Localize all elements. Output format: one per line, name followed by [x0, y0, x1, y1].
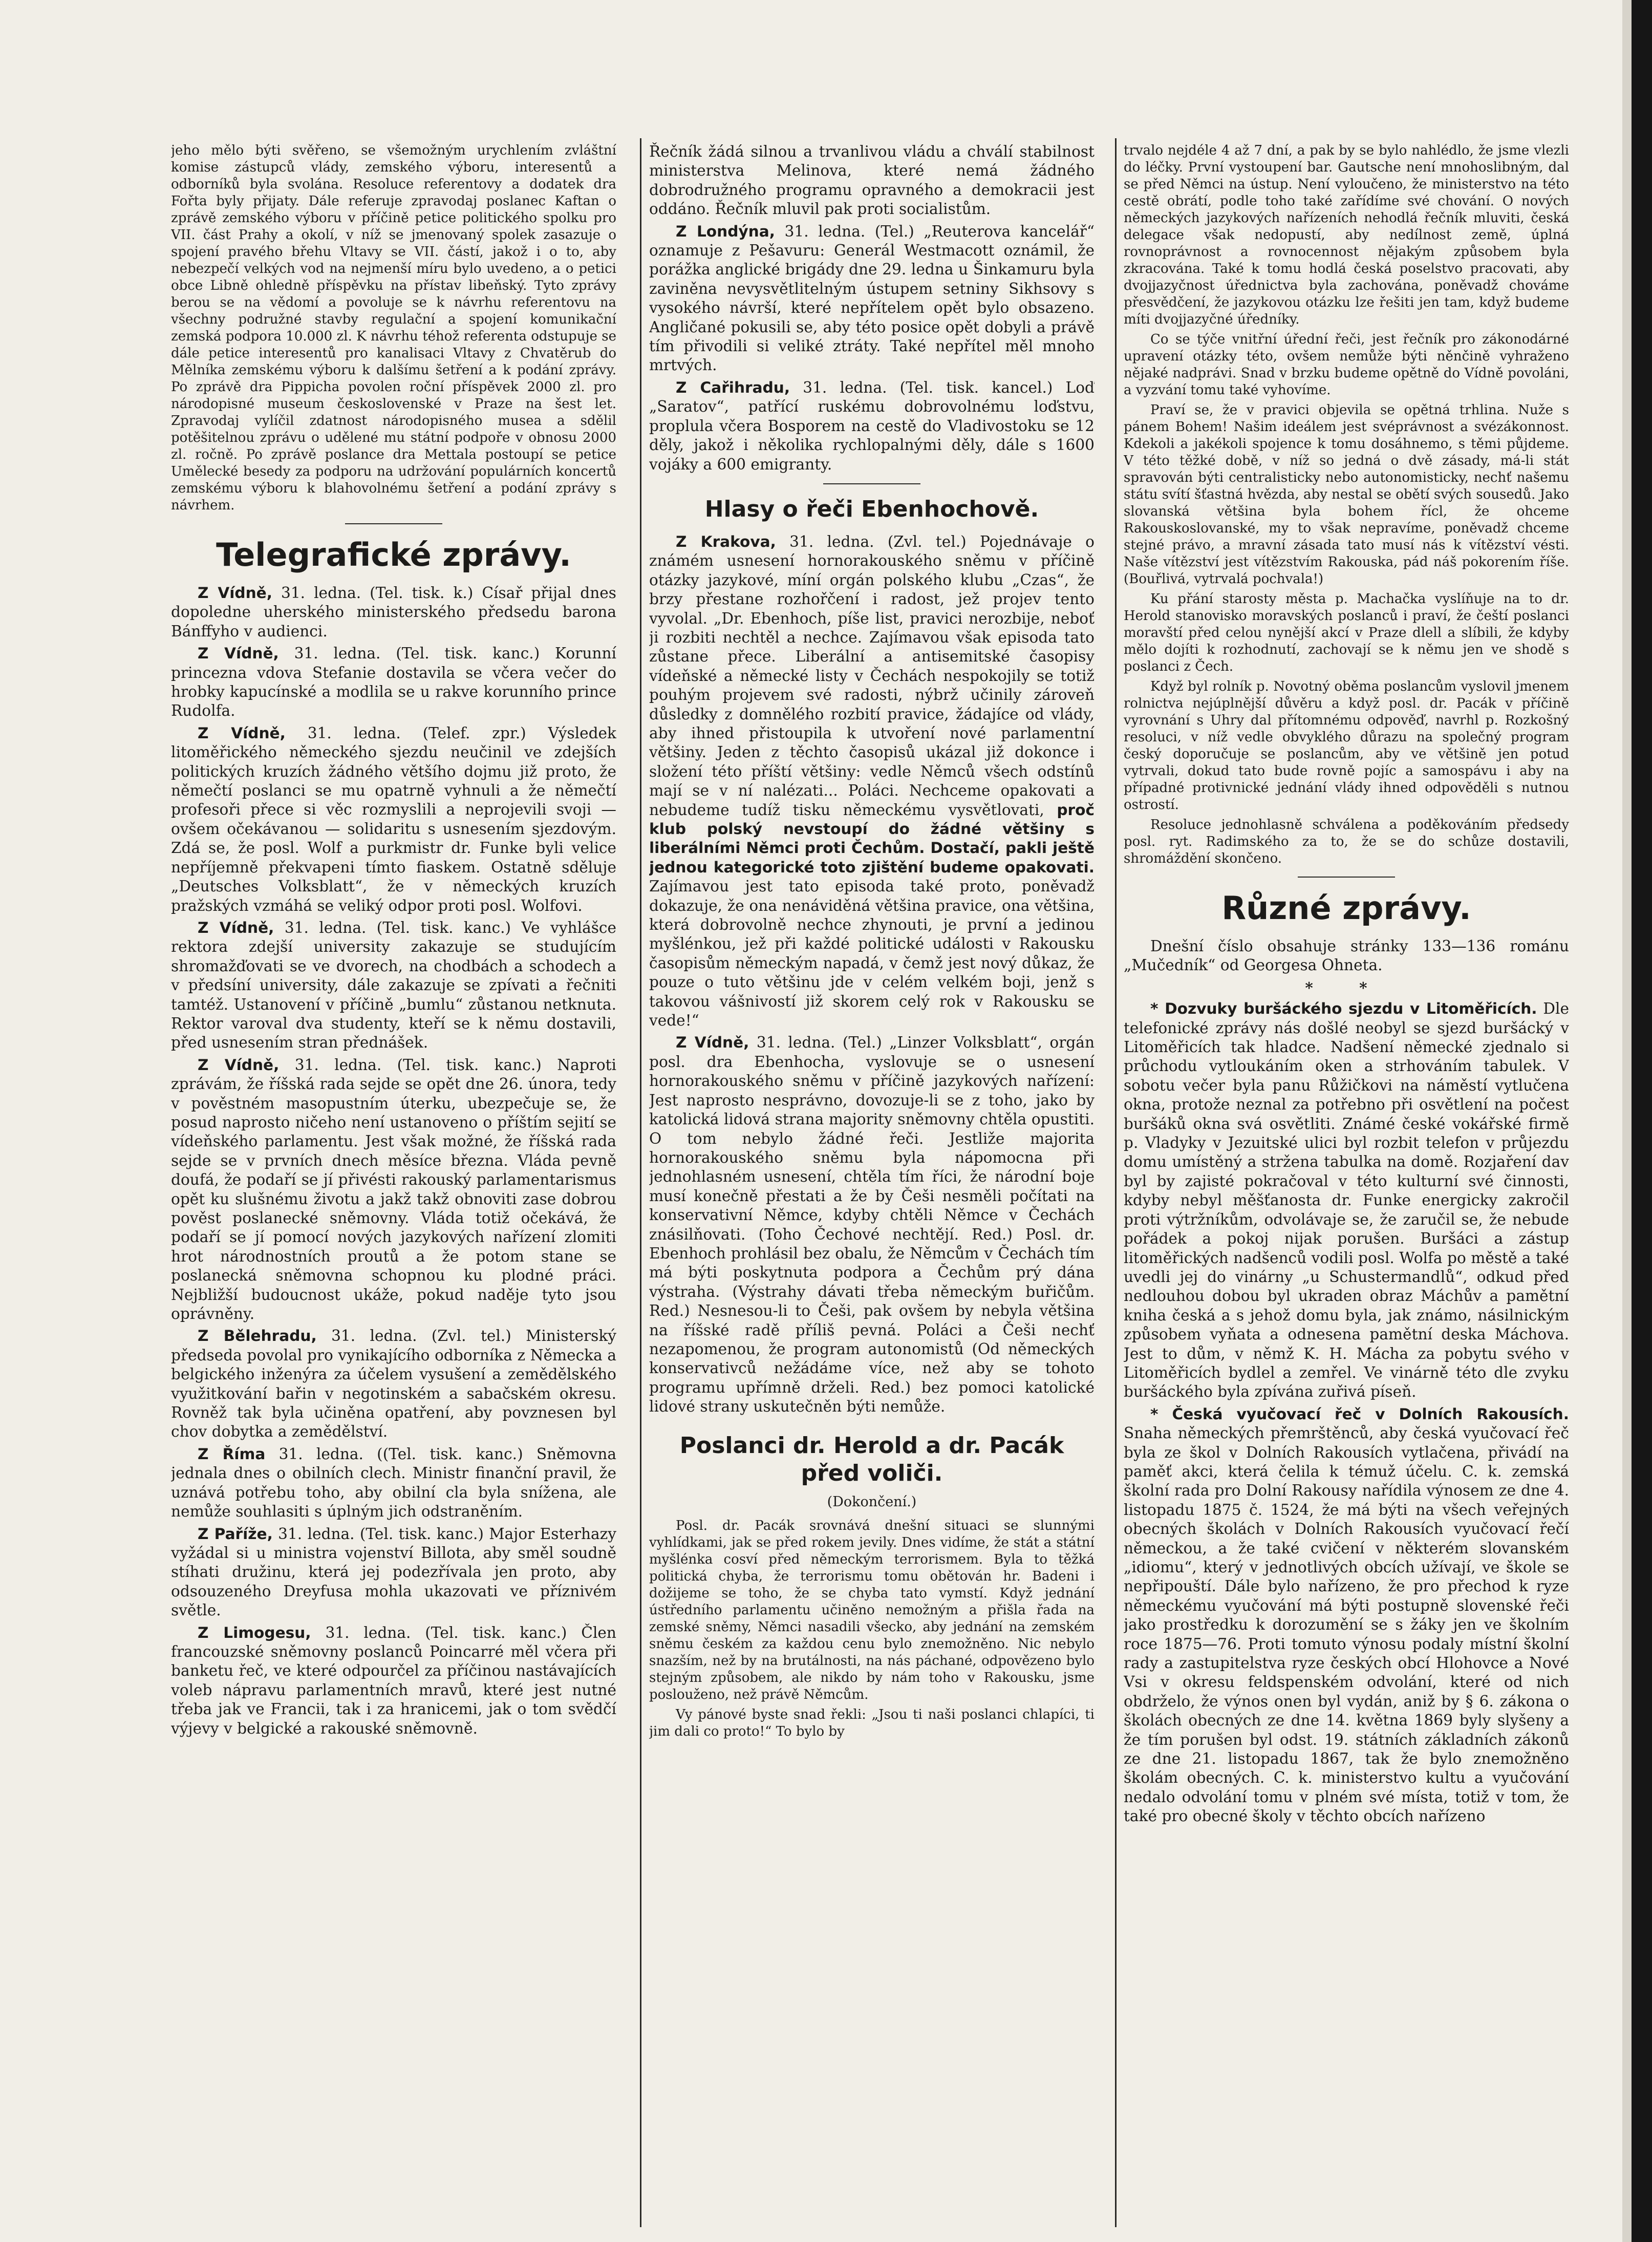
- dateline: Z Vídně,: [198, 724, 286, 742]
- column-left: [171, 142, 616, 2226]
- dateline: Z Říma: [198, 1445, 266, 1463]
- krakow-item: [649, 532, 1095, 1031]
- item-text: 31. ledna. (Telef. zpr.) Výsledek litoměřického německého sjezdu neučinil ve zdejších politických kruzích žádného většího dojmu již proto, že němečtí poslanci se mu opatrně vyhnuli a že němečtí profesoři přece si věc rozmyslili a neprojevili svoji — ovšem očekávanou — solidaritu s usnesením sjezdovým. Zdá se, že posl. Wolf a purkmistr dr. Funke byli velice nepříjemně překvapeni tímto fiaskem. Ostatně sděluje „Deutsches Volksblatt“, že v německých kruzích pražských vzmáhá se veliký odpor proti posl. Wolfovi.: [171, 724, 616, 914]
- telegraph-item: [171, 1525, 616, 1620]
- stars-divider: * *: [1305, 978, 1388, 997]
- dateline: Z Vídně,: [198, 919, 274, 936]
- news-heading: * Dozvuky buršáckého sjezdu v Litoměřicích.: [1150, 1000, 1537, 1018]
- item-text: 31. ledna. (Tel. tisk. kanc.) Korunní princezna vdova Stefanie dostavila se včera večer do hrobky kapucínské a modlila se u rakve korunního prince Rudolfa.: [171, 645, 616, 720]
- item-text: 31. ledna. (Tel. tisk. kanc.) Naproti zprávám, že říšská rada sejde se opět dne 26. února, tedy v pověstném masopustním úterku, ubezpečuje se, že posud naprosto ničeho není ustanoveno o příštím sejití se vídeňského parlamentu. Jest však možné, že říšská rada sejde se v prvních dnech měsíce března. Vláda pevně doufá, že podaří se jí přivésti rakouský parlamentarismus opět ku slušnému životu a jakž takž obnoviti zase dobrou pověst poslanecké sněmovny. Vláda totiž očekává, že podaří se jí pomocí nových jazykových nařízení zlomiti hrot národnostních proutů a že potom stane se poslanecká sněmovna schopnou ku plodné práci. Nejbližší budoucnost ukáže, pokud naděje tyto jsou oprávněny.: [171, 1056, 616, 1323]
- telegraph-item: [171, 1445, 616, 1522]
- section-title-telegraph: Telegrafické zprávy.: [216, 536, 571, 573]
- item-text: Zajímavou jest tato episoda také proto, poněvadž dokazuje, že ona nenáviděná většina pravice, ona většina, která dobrovolně nechce zhynouti, je první a jedinou myšlénkou, jež při každé politické události v Rakousku časopisům německým napadá, v čemž jest nový důkaz, že pouze o tuto většinu jde v celém velkém boji, jenž s takovou vášnivostí již skorem celý rok v Rakousku se vede!“: [649, 878, 1095, 1030]
- dateline: Z Cařihradu,: [676, 378, 790, 396]
- pacak-paragraph: Posl. dr. Pacák srovnává dnešní situaci se slunnými vyhlídkami, jak se před rokem jevily. Dnes vidíme, že stát a státní myšlénka cosví před německým terrorismem. Byla to těžká politická chyba, že terrorismu tomu obětován hr. Badeni i dožijeme se toho, že se chyba tato vymstí. Když jednání ústředního parlamentu učiněno nemožným a přišla řada na zemské sněmy, Němci nasadili všecko, aby jednání na zemském sněmu českém za každou cenu bylo znemožněno. Nic nebylo snazším, než by na brutálnosti, na nás páchané, odpovězeno bylo stejným způsobem, ale nikdo by nám toho v Rakousku, jsme poslouženo, než právě Němcům.: [649, 1518, 1095, 1702]
- paragraph: Když byl rolník p. Novotný oběma poslancům vyslovil jmenem rolnictva nejúplnější důvěru a když posl. dr. Pacák v příčině vyrovnání s Uhry dal přítomnému odpověď, navrhl p. Rozkošný resoluci, v níž vedle obvyklého důrazu na společný program český doporučuje se poslancům, aby ve většině jen potud vytrvali, dokud tato bude rovně pojíc a samospávu i aby na případné protivnické jednání vlády ihned odpověděli s nutnou ostrostí.: [1124, 679, 1569, 813]
- telegraph-item: [171, 584, 616, 641]
- item-text: 31. ledna. (Tel.) „Reuterova kancelář“ oznamuje z Pešavuru: Generál Westmacott oznámil, že porážka anglické brigády dne 29. ledna u Šinkamuru byla zaviněna nevysvětlitelným ústupem setniny Sikhsovy s vysokého návrší, které nepřítelem opět bylo obsazeno. Angličané pokusili se, aby této posice opět dobyli a právě tím přivodili si veliké ztráty. Také nepřítel měl mnoho mrtvých.: [649, 222, 1095, 374]
- dateline: Z Bělehradu,: [198, 1327, 317, 1345]
- section-subtitle: (Dokončení.): [827, 1493, 917, 1510]
- telegraph-item: [171, 1624, 616, 1738]
- bold-emphasis: proč klub polský nevstoupí do žádné většiny s liberálními Němci proti Čechům. Dostačí, pakli ještě jednou kategorické toto zjištění budeme opakovati.: [649, 801, 1095, 876]
- dateline: Z Vídně,: [198, 645, 279, 663]
- pacak-paragraph: Vy pánové byste snad řekli: „Jsou ti naši poslanci chlapíci, ti jim dali co proto!“ To bylo by: [649, 1707, 1095, 1739]
- dateline: Z Krakova,: [676, 532, 776, 550]
- item-text: 31. ledna. (Zvl. tel.) Pojednávaje o známém usnesení hornorakouského sněmu v příčině otázky jazykové, míní orgán polského klubu „Czas“, že brzy přestane rozhořčení i radost, jež projev tento vyvolal. „Dr. Ebenhoch, píše list, pravici nerozbije, neboť ji rozbiti nechtěl a nechce. Zajímavou však episoda tato zůstane přece. Liberální a antisemitské časopisy vídeňské a německé listy v Čechách nespokojily se totiž pouhým projevem své radosti, nýbrž učinily zároveň důsledky z domnělého rozbití pravice, žádajíce od vlády, aby ihned přistoupila k utvoření nové parlamentní většiny. Jeden z těchto časopisů ukázal již dokonce i složení této příští většiny: vedle Němců všech odstínů mají se v ní nalézati... Poláci. Nechceme opakovati a nebudeme tudíž tisku německému vysvětlovati,: [649, 532, 1095, 819]
- telegraph-item: [171, 919, 616, 1053]
- separator: [345, 523, 442, 524]
- continued-paragraph: Řečník žádá silnou a trvanlivou vládu a chválí stabilnost ministerstva Melinova, které nemá žádného dobrodružného programu opravného a demokracii jest oddáno. Řečník mluvil pak proti socialistům.: [649, 143, 1095, 218]
- telegraph-item: [649, 222, 1095, 375]
- intro-paragraph: jeho mělo býti svěřeno, se všemožným urychlením zvláštní komise zástupců vlády, zemského výboru, interesentů a odborníků byla svolána. Resoluce referentovy a dodatek dra Fořta byly přijaty. Dále referuje zpravodaj poslanec Kaftan o zprávě zemského výboru v příčině petice politického spolku pro VII. část Prahy a okolí, v níž se jmenovaný spolek zasazuje o spojení pravého břehu Vltavy se VII. částí, jakož i o to, aby nebezpečí velkých vod na nejmenší míru bylo uvedeno, a o petici obce Libně ohledně příspěvku na přístav libeňský. Tyto zprávy berou se na vědomí a povoluje se k návrhu referentovu na všechny podružné stavby regulační a spojení komunikační zemská podpora 10.000 zl. K návrhu téhož referenta odstupuje se dále petice interesentů pro kanalisaci Vltavy z Chvatěrub do Mělníka zemskému výboru k dalšímu šetření a k podání zprávy. Po zprávě dra Pippicha povolen roční příspěvek 2000 zl. pro národopisné museum československé v Praze na šest let. Zpravodaj vylíčil zdatnost národopisného musea a sdělil potěšitelnou zprávu o udělené mu státní podpoře v obnosu 2000 zl. ročně. Po zprávě poslance dra Mettala postoupí se petice Umělecké besedy za podporu na udržování populárních koncertů zemskému výboru k blahovolnému šetření a podání zprávy s návrhem.: [171, 143, 616, 513]
- dateline: Z Vídně,: [198, 584, 272, 602]
- item-text: Snaha německých přemrštěnců, aby česká vyučovací řeč byla ze škol v Dolních Rakousích vytlačena, přivádí na paměť akci, která čelila k témuž účelu. C. k. zemská školní rada pro Dolní Rakousy nařídila výnosem ze dne 4. listopadu 1875 č. 1524, že má býti na všech veřejných obecných školách v Dolních Rakousích vyučovací řečí německou, a že také cvičení v některém slovanském „idiomu“, který v jednotlivých obcích užívají, ve škole se nepřipouští. Dále bylo nařízeno, že pro přechod k ryze německému vyučování má býti postupně slovenské řeči jako prostředku k dorozumění se s žáky jen ve školním roce 1875—76. Proti tomuto výnosu podaly místní školní rady a zastupitelstva ryze českých obcí Hlohovce a Nové Vsi v okresu feldspenském odvolání, které od nich obdrželo, že výnos onen byl vydán, aniž by § 6. zákona o školách obecných ze dne 14. května 1869 byly slyšeny a že tím porušen byl odst. 19. státních základních zákonů ze dne 21. listopadu 1867, tak že bylo znemožněno školám obecných. C. k. ministerstvo kultu a vyučování nedalo odvolání tomu v plném své místa, totiž v tom, že také pro obecné školy v těchto obcích nařízeno: [1124, 1424, 1569, 1825]
- dateline: Z Vídně,: [676, 1034, 749, 1052]
- dateline: Z Vídně,: [198, 1056, 280, 1074]
- item-text: 31. ledna. (Tel. tisk. kancel.) Loď „Saratov“, patřící ruskému dobrovolnému loďstvu, proplula včera Bosporem na cestě do Vladivostoku se 12 děly, jakož i několika rychlopalnými děly, dále s 1600 vojáky a 600 emigranty.: [649, 378, 1095, 473]
- paragraph: Ku přání starosty města p. Machačka vyslíňuje na to dr. Herold stanovisko moravských poslanců i praví, že čeští poslanci moravští před celou nynější akcí v Praze dlell a slíbili, že kdyby mělo dojíti k rozhodnutí, zachovají se k němu jen ve shodě s poslanci z Čech.: [1124, 591, 1569, 674]
- item-text: 31. ledna. (Tel. tisk. kanc.) Člen francouzské sněmovny poslanců Poincarré měl včera při banketu řeč, ve které odpourčel za příčinou nastávajících voleb nápravu parlamentních mravů, které jest nutné třeba jak ve Francii, tak i za hranicemi, jak o tom svědčí výjevy v belgické a rakouské sněmovně.: [171, 1624, 616, 1737]
- column-rule: [640, 138, 641, 2227]
- separator: [823, 483, 920, 484]
- linz-item: [649, 1033, 1095, 1416]
- item-text: Dle telefonické zprávy nás došlé neobyl se sjezd buršácký v Litoměřicích tak hladce. Nadšení německé zjednalo si průchodu vytloukáním oken a strhováním tabulek. V sobotu večer byla panu Růžičkovi na náměstí vytlučena okna, protože neznal za potřebno při osvětlení na počest buršáků okna svá osvětliti. Známé české vokářské firmě p. Vladyky v Jezuitské ulici byl rozbit telefon v průjezdu domu umístěný a stržena tabulka na domě. Rozjaření dav byl by zajisté pokračoval v této kulturní své činnosti, kdyby nebyl měšťanosta dr. Funke energicky zakročil proti výtržníkům, odvolávaje se, že zaručil se, že nebude pořádek a pokoj nijak porušen. Buršáci a zástup litoměřických nadšenců vodili posl. Wolfa po městě a také uvedli jej do vinárny „u Schustermandlů“, odkud před nedlouhou dobou byl ukraden obraz Máchův a pamětní kniha česká a s jehož domu byla, jak známo, násilnickým způsobem vyňata a odnesena pamětní deska Máchova. Jest to dům, v němž K. H. Mácha za pobytu svého v Litoměřicích bydlel a zemřel. Ve vinárně této dle zvyku buršáckého byla zpívána zuřivá píseň.: [1124, 1000, 1569, 1401]
- section-title-ebenhoch: Hlasy o řeči Ebenhochově.: [704, 496, 1039, 522]
- telegraph-item: [171, 644, 616, 721]
- section-title-misc: Různé zprávy.: [1221, 889, 1471, 927]
- continued-paragraph: trvalo nejdéle 4 až 7 dní, a pak by se bylo nahlédlo, že jsme vlezli do léčky. První vystoupení bar. Gautsche není mnohoslibným, dal se před Němci na ústup. Není vyloučeno, že ministerstvo na této cestě obrátí, podle toho také zařídíme své chování. O nových německých jazykových nařízeních nehodlá řečník mluviti, česká delegace však nedopustí, aby nedílnost země, úplná rovnoprávnost a rovnocennost nějakým způsobem byla zkracována. Také k tomu hodlá česká poselstvo pracovati, aby dvojjazyčnost úřednictva byla zachována, poněvadž chováme přesvědčení, že jazykovou otázku lze řešiti jen tam, když budeme míti dvojjazyčné úředníky.: [1124, 143, 1569, 327]
- column-rule: [1115, 138, 1117, 2227]
- telegraph-item: [171, 1327, 616, 1441]
- item-text: 31. ledna. (Tel. tisk. kanc.) Ve vyhlášce rektora zdejší university zakazuje se studujícím shromažďovati se ve dvorech, na chodbách a schodech a v předsíní university, dále zakazuje se zpívati a řečniti tamtéž. Ustanovení v příčině „bumlu“ zůstanou netknuta. Rektor varoval dva studenty, kteří se k němu dostavili, před usnesením stran přednášek.: [171, 919, 616, 1052]
- scan-edge-stripe: [1622, 0, 1632, 2242]
- notice: Dnešní číslo obsahuje stránky 133—136 románu „Mučedník“ od Georgesa Ohneta.: [1124, 937, 1569, 974]
- item-text: 31. ledna. (Tel.) „Linzer Volksblatt“, orgán posl. dra Ebenhocha, vyslovuje se o usnesení hornorakouského sněmu v příčině jazykových nařízení: Jest naprosto nesprávno, dovozuje-li se z toho, jako by katolická lidová strana majority sněmovny chtěla opustiti. O tom nebylo žádné řeči. Jestliže majorita hornorakouského sněmu byla nápomocna při jednohlasném usnesení, chtěla tím říci, že národní boje musí konečně přestati a že by Češi nesměli počítati na konservativní Němce, kdyby chtěli Němce v Čechách znásilňovati. (Toho Čechové nechtějí. Red.) Posl. dr. Ebenhoch prohlásil bez obalu, že Němcům v Čechách tím má býti poskytnuta podpora a Čechům prý dána výstraha. (Výstrahy dávati třeba německým buřičům. Red.) Nesnesou-li to Češi, pak ovšem by nebyla většina na říšské radě příliš pevná. Poláci a Češi nechť nezapomenou, že program autonomistů (Od německých konservativců nežádáme více, než aby se tohoto programu upřímně drželi. Red.) bez pomoci katolické lidové strany uskutečněn býti nemůže.: [649, 1034, 1095, 1416]
- column-middle: [649, 142, 1095, 2226]
- telegraph-item: [171, 1056, 616, 1324]
- paragraph: Co se týče vnitřní úřední řeči, jest řečník pro zákonodárné upravení otázky této, ovšem nemůže býti něnčině vyhraženo nějaké nadprávi. Snad v brzku budeme opětně do Vídně povoláni, a vyzvání tomu také vyhovíme.: [1124, 332, 1569, 398]
- news-item: [1124, 999, 1569, 1402]
- telegraph-item: [649, 378, 1095, 474]
- scan-edge-border: [1632, 0, 1652, 2242]
- item-text: 31. ledna. (Tel. tisk. kanc.) Major Esterhazy vyžádal si u ministra vojenství Billota, aby směl soudně stíhati družinu, která jej podezřívala jen proto, aby odsouzeného Dreyfusa mohla ukazovati ve příznivém světle.: [171, 1525, 616, 1619]
- section-title-herold-pacak: Poslanci dr. Herold a dr. Pacák před voliči.: [679, 1432, 1064, 1486]
- dateline: Z Londýna,: [676, 222, 775, 240]
- separator: [1298, 877, 1395, 878]
- paragraph: Resoluce jednohlasně schválena a poděkováním předsedy posl. ryt. Radimského za to, že se do schůze dostavili, shromáždění skončeno.: [1124, 817, 1569, 866]
- paragraph: Praví se, že v pravici objevila se opětná trhlina. Nuže s pánem Bohem! Našim ideálem jest svéprávnost a svézákonnost. Kdekoli a jakékoli spojence k tomu dosáhnemo, s těmi půjdeme. V této těžké době, v níž so jedná o dvě zásady, má-li stát spravován býti centralisticky nebo autonomisticky, nechť našemu státu svítí šťastná hvězda, aby nestal se obětí svých sousedů. Jako slovanská většina byla bohem řícl, že ohceme Rakouskoslovanské, my to však nepravíme, poněvadž chceme stejné právo, a mravní zásada tato musí nás k vítězství vésti. Naše vítězství jest vítězstvím Rakouska, pád náš pokorením říše. (Bouřlivá, vytrvalá pochvala!): [1124, 402, 1569, 587]
- item-text: 31. ledna. (Tel. tisk. k.) Císař přijal dnes dopoledne uherského ministerského předsedu barona Bánffyho v audienci.: [171, 584, 616, 640]
- item-text: 31. ledna. ((Tel. tisk. kanc.) Sněmovna jednala dnes o obilních clech. Ministr finanční pravil, že uznává potřebu toho, aby obilní cla byla snížena, ale nemůže souhlasiti s úplným jich odstraněním.: [171, 1445, 616, 1521]
- telegraph-item: [171, 724, 616, 915]
- news-item: [1124, 1405, 1569, 1826]
- item-text: 31. ledna. (Zvl. tel.) Ministerský předseda povolal pro vynikajícího odborníka z Německa a belgického inženýra za účelem vysušení a zemědělského využitkování bařin v negotinském a sabačském okresu. Rovněž tak byla učiněna opatření, aby povznesen byl chov dobytka a zemědělství.: [171, 1327, 616, 1441]
- dateline: Z Limogesu,: [198, 1624, 311, 1641]
- dateline: Z Paříže,: [198, 1525, 273, 1543]
- news-heading: * Česká vyučovací řeč v Dolních Rakousích.: [1150, 1405, 1569, 1423]
- column-right: [1124, 142, 1569, 2226]
